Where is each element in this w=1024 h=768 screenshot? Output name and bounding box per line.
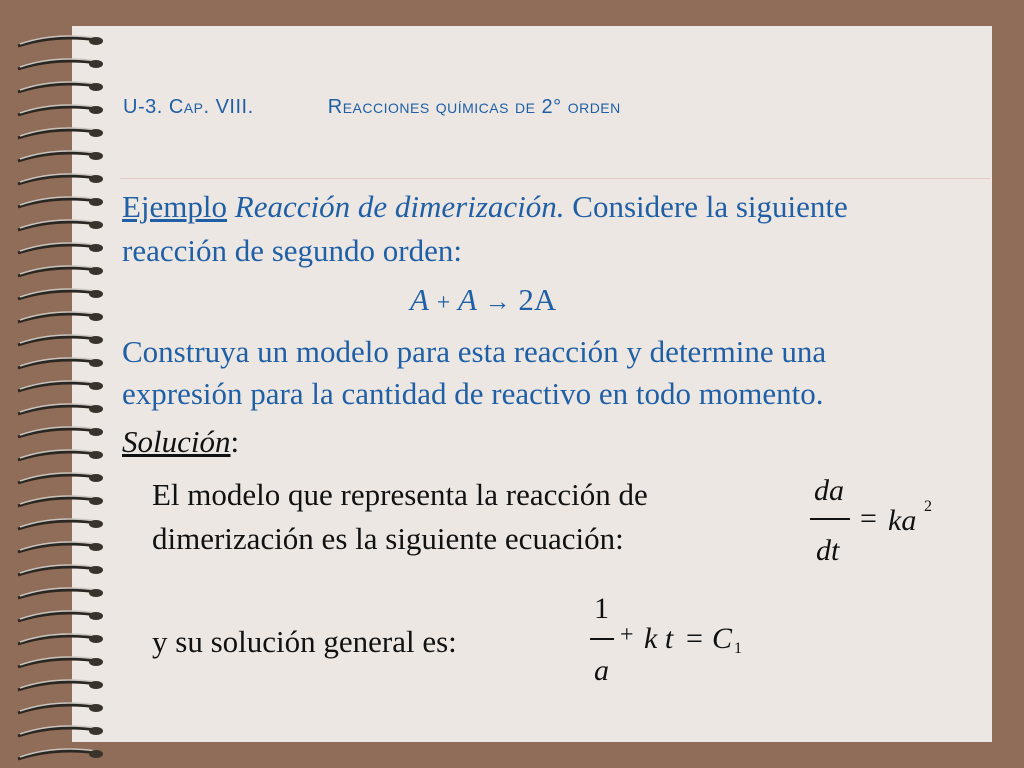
spiral-hole [89, 543, 103, 551]
spiral-hole [89, 474, 103, 482]
solution-label: Solución [122, 424, 231, 459]
spiral-ring [18, 659, 98, 667]
spiral-hole [89, 336, 103, 344]
spiral-hole [89, 566, 103, 574]
spiral-hole [89, 60, 103, 68]
spiral-ring [18, 705, 98, 713]
spiral-hole [89, 520, 103, 528]
spiral-ring [18, 38, 98, 46]
fraction-bar [810, 518, 850, 520]
solution-heading [122, 425, 239, 459]
spiral-hole [89, 129, 103, 137]
example-label: Ejemplo [122, 189, 228, 224]
spiral-hole [89, 750, 103, 758]
spiral-hole [89, 612, 103, 620]
spiral-hole [89, 313, 103, 321]
spiral-hole [89, 451, 103, 459]
spiral-hole [89, 290, 103, 298]
model-line-2: dimerización es la siguiente ecuación: [152, 521, 624, 556]
spiral-ring [18, 291, 98, 299]
eq-rhs: ka [888, 504, 917, 537]
spiral-hole [89, 428, 103, 436]
spiral-ring [18, 728, 98, 736]
spiral-hole [89, 175, 103, 183]
spiral-ring [18, 521, 98, 529]
spiral-ring [18, 107, 98, 115]
spiral-hole [89, 727, 103, 735]
header-title: Reacciones químicas de 2° orden [327, 96, 621, 118]
spiral-hole [89, 635, 103, 643]
spiral-hole [89, 83, 103, 91]
spiral-ring [18, 84, 98, 92]
example-line-1 [122, 190, 848, 224]
product: 2A [518, 282, 557, 317]
spiral-rings-icon [0, 0, 120, 768]
gen-plus: + [620, 622, 634, 648]
spiral-ring [18, 636, 98, 644]
solution-colon: : [230, 424, 240, 459]
spiral-ring [18, 314, 98, 322]
gen-constant: C [712, 622, 733, 655]
gen-numerator: 1 [594, 592, 609, 625]
spiral-hole [89, 244, 103, 252]
arrow-icon: → [484, 287, 511, 316]
spiral-ring [18, 360, 98, 368]
gen-fraction-bar [590, 638, 614, 640]
example-title: Reacción de dimerización. [234, 189, 565, 224]
general-equation [586, 592, 766, 692]
spiral-hole [89, 382, 103, 390]
general-solution-text: y su solución general es: [152, 624, 457, 659]
gen-subscript: 1 [734, 640, 742, 657]
slide-header [123, 96, 621, 119]
spiral-ring [18, 130, 98, 138]
header-divider [120, 178, 990, 179]
spiral-ring [18, 751, 98, 759]
spiral-hole [89, 704, 103, 712]
gen-kt: k t [644, 622, 674, 655]
spiral-ring [18, 682, 98, 690]
reactant-a-2: A [457, 282, 477, 317]
spiral-hole [89, 106, 103, 114]
reactant-a: A [410, 282, 429, 317]
spiral-ring [18, 199, 98, 207]
example-line-2: reacción de segundo orden: [122, 233, 463, 268]
model-equation [808, 474, 948, 574]
spiral-binding [0, 0, 72, 768]
spiral-hole [89, 681, 103, 689]
spiral-hole [89, 589, 103, 597]
spiral-hole [89, 359, 103, 367]
gen-denominator: a [594, 654, 609, 687]
eq-equals: = [860, 502, 877, 535]
spiral-hole [89, 267, 103, 275]
eq-numerator: da [814, 474, 844, 507]
spiral-ring [18, 544, 98, 552]
spiral-hole [89, 658, 103, 666]
spiral-hole [89, 405, 103, 413]
gen-equals: = [686, 622, 703, 655]
spiral-hole [89, 37, 103, 45]
spiral-hole [89, 497, 103, 505]
spiral-ring [18, 498, 98, 506]
spiral-ring [18, 406, 98, 414]
eq-exponent: 2 [924, 498, 932, 515]
spiral-ring [18, 268, 98, 276]
spiral-ring [18, 590, 98, 598]
spiral-ring [18, 245, 98, 253]
spiral-hole [89, 198, 103, 206]
model-line-1: El modelo que representa la reacción de [152, 477, 648, 512]
spiral-ring [18, 176, 98, 184]
spiral-ring [18, 567, 98, 575]
eq-denominator: dt [816, 534, 840, 567]
plus-sign: + [436, 290, 451, 316]
unit-label: U-3. Cap. VIII. [123, 96, 254, 118]
spiral-ring [18, 452, 98, 460]
reaction-equation [410, 283, 556, 320]
spiral-ring [18, 383, 98, 391]
spiral-ring [18, 337, 98, 345]
spiral-ring [18, 613, 98, 621]
spiral-hole [89, 152, 103, 160]
spiral-ring [18, 475, 98, 483]
spiral-ring [18, 153, 98, 161]
spiral-ring [18, 61, 98, 69]
example-text: Considere la siguiente [572, 189, 848, 224]
spiral-ring [18, 222, 98, 230]
spiral-ring [18, 429, 98, 437]
task-line-1: Construya un modelo para esta reacción y determine una [122, 334, 827, 369]
spiral-hole [89, 221, 103, 229]
task-line-2: expresión para la cantidad de reactivo en todo momento. [122, 376, 824, 411]
